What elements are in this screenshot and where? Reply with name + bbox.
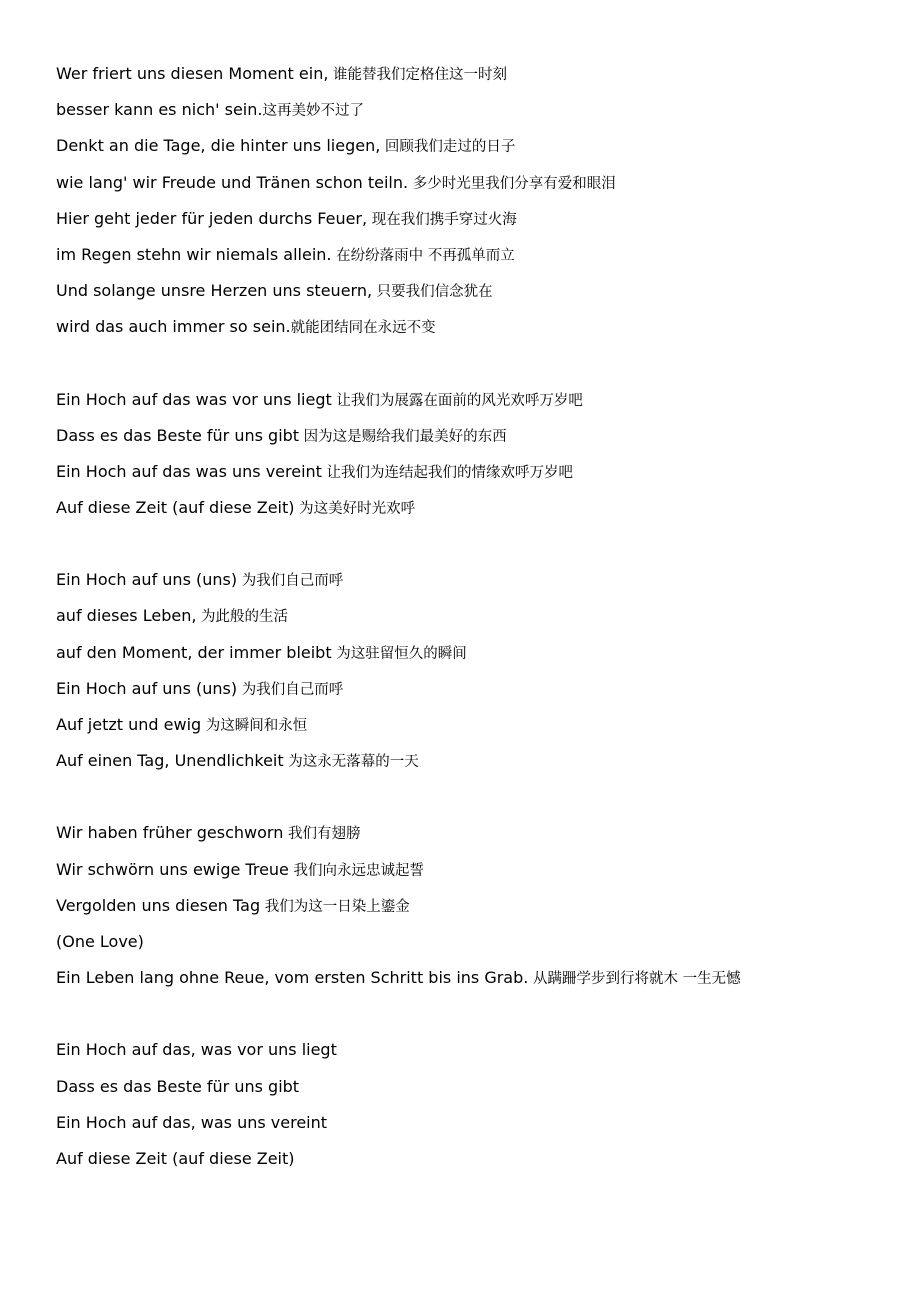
german-lyric: Ein Leben lang ohne Reue, vom ersten Schritt bis ins Grab. <box>56 968 529 988</box>
german-lyric: wird das auch immer so sein. <box>56 317 291 337</box>
lyric-line <box>56 602 896 638</box>
lyric-line <box>56 1073 896 1109</box>
chinese-translation: 让我们为连结起我们的情缘欢呼万岁吧 <box>321 464 574 481</box>
chinese-translation: 就能团结同在永远不变 <box>290 320 436 337</box>
lyric-line <box>56 964 896 1000</box>
german-lyric: Wir schwörn uns ewige Treue <box>56 859 289 879</box>
german-lyric: auf den Moment, der immer bleibt <box>56 642 332 662</box>
chinese-translation: 在纷纷落雨中 不再孤单而立 <box>331 247 515 264</box>
lyric-line <box>56 1145 896 1181</box>
lyric-line <box>56 675 896 711</box>
german-lyric: Auf diese Zeit (auf diese Zeit) <box>56 498 295 518</box>
german-lyric: auf dieses Leben, <box>56 606 197 626</box>
stanza-5 <box>56 1036 896 1181</box>
german-lyric: Wir haben früher geschworn <box>56 823 284 843</box>
chinese-translation: 多少时光里我们分享有爱和眼泪 <box>408 175 616 192</box>
lyric-line <box>56 96 896 132</box>
chinese-translation: 我们向永远忠诚起誓 <box>288 862 424 879</box>
chinese-translation: 为此般的生活 <box>196 609 289 626</box>
chinese-translation: 为这永无落幕的一天 <box>283 754 419 771</box>
lyric-line <box>56 132 896 168</box>
lyric-line <box>56 1036 896 1072</box>
german-lyric: Ein Hoch auf das, was uns vereint <box>56 1112 328 1132</box>
german-lyric: Ein Hoch auf uns (uns) <box>56 570 238 590</box>
lyric-line <box>56 386 896 422</box>
lyric-line <box>56 1109 896 1145</box>
german-lyric: Ein Hoch auf uns (uns) <box>56 678 238 698</box>
chinese-translation: 谁能替我们定格住这一时刻 <box>328 67 508 83</box>
chinese-translation: 我们有翅膀 <box>283 826 361 843</box>
german-lyric: Hier geht jeder für jeden durchs Feuer, <box>56 208 368 228</box>
lyric-line <box>56 205 896 241</box>
chinese-translation: 从蹒跚学步到行将就木 一生无憾 <box>528 971 741 988</box>
lyrics-page <box>56 60 896 1181</box>
lyric-line <box>56 458 896 494</box>
german-lyric: besser kann es nich' sein. <box>56 100 263 120</box>
german-lyric: Wer friert uns diesen Moment ein, <box>56 64 329 83</box>
german-lyric: Ein Hoch auf das was vor uns liegt <box>56 389 332 409</box>
lyric-line <box>56 892 896 928</box>
lyric-line <box>56 169 896 205</box>
german-lyric: im Regen stehn wir niemals allein. <box>56 244 332 264</box>
chinese-translation: 让我们为展露在面前的风光欢呼万岁吧 <box>331 392 583 409</box>
chinese-translation: 为我们自己而呼 <box>237 681 344 698</box>
lyric-line <box>56 60 896 96</box>
german-lyric: Dass es das Beste für uns gibt <box>56 1076 300 1096</box>
chinese-translation: 回顾我们走过的日子 <box>380 139 516 156</box>
lyric-line <box>56 313 896 349</box>
stanza-2 <box>56 386 896 531</box>
german-lyric: Auf einen Tag, Unendlichkeit <box>56 751 284 771</box>
lyric-line <box>56 747 896 783</box>
stanza-1 <box>56 60 896 350</box>
lyric-line <box>56 277 896 313</box>
chinese-translation: 只要我们信念犹在 <box>372 284 493 301</box>
chinese-translation: 因为这是赐给我们最美好的东西 <box>299 428 507 445</box>
lyric-line <box>56 566 896 602</box>
lyric-line <box>56 711 896 747</box>
chinese-translation: 我们为这一日染上鎏金 <box>260 898 410 915</box>
chinese-translation: 为这瞬间和永恒 <box>201 718 308 734</box>
chinese-translation: 这再美妙不过了 <box>262 103 364 120</box>
lyric-line <box>56 928 896 964</box>
chinese-translation: 为我们自己而呼 <box>237 573 344 590</box>
chinese-translation: 为这美好时光欢呼 <box>294 501 416 518</box>
german-lyric: wie lang' wir Freude und Tränen schon teiln. <box>56 172 409 192</box>
german-lyric: Dass es das Beste für uns gibt <box>56 425 300 445</box>
german-lyric: Ein Hoch auf das, was vor uns liegt <box>56 1040 337 1060</box>
german-lyric: Denkt an die Tage, die hinter uns liegen, <box>56 136 381 156</box>
lyric-line <box>56 639 896 675</box>
german-lyric: Auf diese Zeit (auf diese Zeit) <box>56 1148 295 1168</box>
german-lyric: (One Love) <box>56 931 144 951</box>
lyric-line <box>56 494 896 530</box>
german-lyric: Und solange unsre Herzen uns steuern, <box>56 281 373 301</box>
lyric-line <box>56 819 896 855</box>
stanza-3 <box>56 566 896 783</box>
stanza-4 <box>56 819 896 1000</box>
lyric-line <box>56 856 896 892</box>
german-lyric: Auf jetzt und ewig <box>56 715 202 734</box>
chinese-translation: 现在我们携手穿过火海 <box>367 211 517 228</box>
german-lyric: Ein Hoch auf das was uns vereint <box>56 461 322 481</box>
german-lyric: Vergolden uns diesen Tag <box>56 895 261 915</box>
lyric-line <box>56 422 896 458</box>
chinese-translation: 为这驻留恒久的瞬间 <box>331 645 467 662</box>
lyric-line <box>56 241 896 277</box>
